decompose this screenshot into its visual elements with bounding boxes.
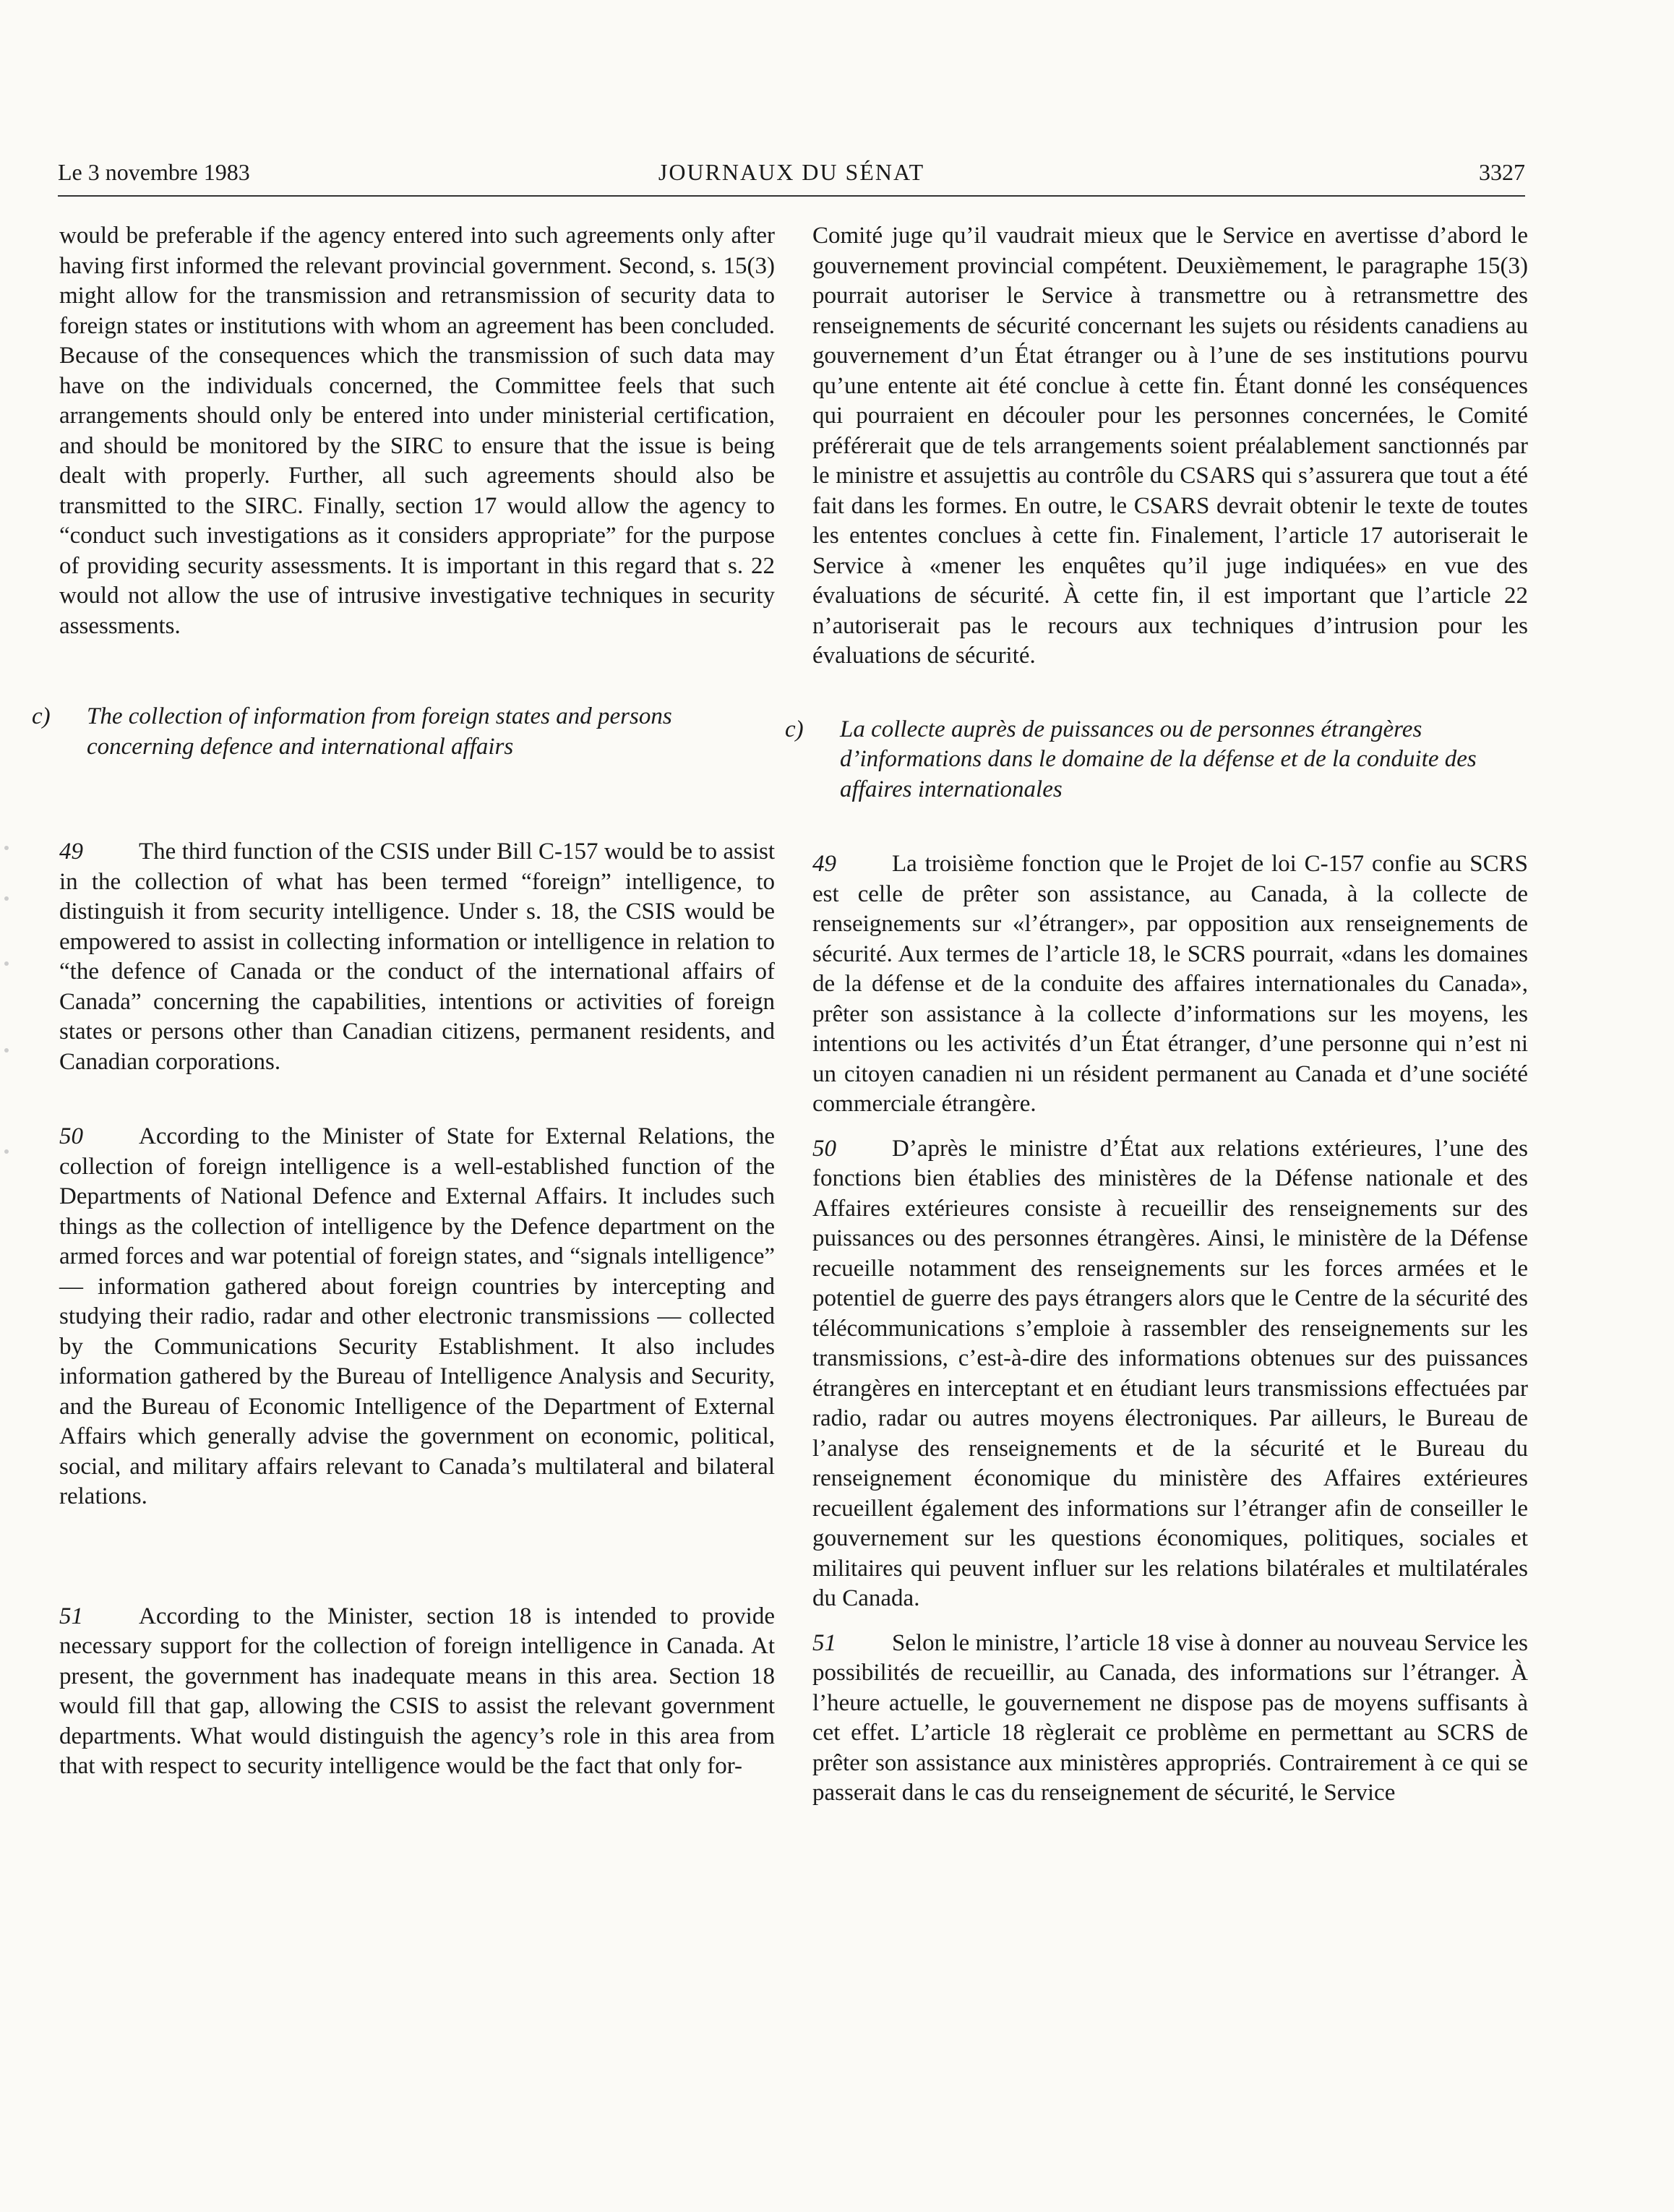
english-subheading-text: The collection of information from foreign states and persons concerning defence and international affairs bbox=[87, 703, 672, 760]
english-paragraph-49-number: 49 bbox=[59, 839, 83, 865]
english-subheading bbox=[32, 702, 775, 762]
french-paragraph-50-number: 50 bbox=[812, 1135, 836, 1162]
french-paragraph-51-number: 51 bbox=[812, 1629, 836, 1656]
french-paragraph-50-text: D’après le ministre d’État aux relations extérieures, l’une des fonctions bien établies des ministères de la Défense nationale et des Affaires extérieures consiste à recueillir des renseignements sur des puissances ou des personnes étrangères. Ainsi, le ministère de la Défense recueille notamment des renseignements sur les forces armées et le potentiel de guerre des pays étrangers alors que le Centre de la sécurité des télécommunications s’emploie à rassembler des renseignements sur les transmissions, c’est-à-dire des informations obtenues sur des puissances étrangères en interceptant et en étudiant leurs transmissions effectuées par radio, radar ou autres moyens électroniques. Par ailleurs, le Bureau de l’analyse des renseignements et de la sécurité et le Bureau du renseignement économique du ministère des Affaires extérieures recueillent également des informations sur l’étranger afin de conseiller le gouvernement sur les questions économiques, politiques, sociales et militaires qui peuvent influer sur les relations bilatérales et multilatérales du Canada. bbox=[812, 1135, 1528, 1611]
french-subheading-text: La collecte auprès de puissances ou de personnes étrangères d’informations dans le domaine de la défense et de la conduite des affaires internationales bbox=[840, 716, 1477, 802]
english-subheading-letter: c) bbox=[32, 703, 51, 729]
english-intro-paragraph: would be preferable if the agency entered into such agreements only after having first informed the relevant provincial government. Second, s. 15(3) might allow for the transmission and retransmission of security data to foreign states or institutions with whom an agreement has been concluded. Because of the consequences which the transmission of such data may have on the individuals concerned, the Committee feels that such arrangements should only be entered into under ministerial certification, and should be monitored by the SIRC to ensure that the issue is being dealt with properly. Further, all such agreements should also be transmitted to the SIRC. Finally, section 17 would allow the agency to “conduct such investigations as it considers appropriate” for the purpose of providing security assessments. It is important in this regard that s. 22 would not allow the use of intrusive investigative techniques in security assessments. bbox=[59, 223, 775, 639]
header-title: JOURNAUX DU SÉNAT bbox=[658, 159, 925, 185]
french-paragraph-49-text: La troisième fonction que le Projet de loi C-157 confie au SCRS est celle de prêter son assistance, au Canada, à la collecte de renseignements sur «l’étranger», par opposition aux renseignements de sécurité. Aux termes de l’article 18, le SCRS pourrait, «dans les domaines de la défense et de la conduite des affaires internationales du Canada», prêter son assistance à la collecte d’informations sur les moyens, les intentions ou les activités d’un État étranger, d’une personne qui n’est ni un citoyen canadien ni un résident permanent au Canada et d’une société commerciale étrangère. bbox=[812, 851, 1528, 1117]
header-page-number: 3327 bbox=[1479, 159, 1525, 185]
english-paragraph-49-text: The third function of the CSIS under Bill C-157 would be to assist in the collection of what has been termed “foreign” intelligence, to distinguish it from security intelligence. Under s. 18, the CSIS would be empowered to assist in collecting information or intelligence in relation to “the defence of Canada or the conduct of the international affairs of Canada” concerning the capabilities, intentions or activities of foreign states or persons other than Canadian citizens, permanent residents, and Canadian corporations. bbox=[59, 839, 775, 1075]
french-column bbox=[785, 221, 1528, 1809]
english-paragraph-51-text: According to the Minister, section 18 is intended to provide necessary support for the collection of foreign intelligence in Canada. At present, the government has inadequate means in this area. Section 18 would fill that gap, allowing the CSIS to assist the relevant government departments. What would distinguish the agency’s role in this area from that with respect to security intelligence would be the fact that only for- bbox=[59, 1603, 775, 1779]
scan-mark bbox=[4, 961, 9, 966]
french-paragraph-49-number: 49 bbox=[812, 851, 836, 877]
english-paragraph-51-number: 51 bbox=[59, 1603, 83, 1629]
french-paragraph-49 bbox=[812, 849, 1528, 1120]
scan-mark bbox=[4, 1048, 9, 1053]
french-subheading bbox=[785, 715, 1528, 805]
french-paragraph-51-text: Selon le ministre, l’article 18 vise à donner au nouveau Service les possibilités de recueillir, au Canada, des informations sur l’étranger. À l’heure actuelle, le gouvernement ne dispose pas de moyens suffisants à cet effet. L’article 18 règlerait ce problème en permettant au SCRS de prêter son assistance aux ministères appropriés. Contrairement à ce qui se passerait dans le cas du renseignement de sécurité, le Service bbox=[812, 1629, 1528, 1806]
french-paragraph-50 bbox=[812, 1134, 1528, 1614]
french-subheading-letter: c) bbox=[785, 716, 804, 742]
page-header bbox=[58, 155, 1525, 197]
english-paragraph-50-number: 50 bbox=[59, 1123, 83, 1149]
english-column bbox=[32, 221, 775, 1782]
french-intro-paragraph: Comité juge qu’il vaudrait mieux que le Service en avertisse d’abord le gouvernement provincial compétent. Deuxièmement, le paragraphe 15(3) pourrait autoriser le Service à transmettre ou à retransmettre des renseignements de sécurité concernant les sujets ou résidents canadiens au gouvernement d’un État étranger ou à l’une de ses institutions pourvu qu’une entente ait été conclue à cette fin. Étant donné les conséquences qui pourraient en découler pour les personnes concernées, le Comité préférerait que de tels arrangements soient préalablement sanctionnés par le ministre et assujettis au contrôle du CSARS qui s’assurera que tout a été fait dans les formes. En outre, le CSARS devrait obtenir le texte de toutes les ententes conclues à cette fin. Finalement, l’article 17 autoriserait le Service à «mener les enquêtes qu’il juge indiquées» en vue des évaluations de sécurité. À cette fin, il est important que l’article 22 n’autoriserait pas le recours aux techniques d’intrusion pour les évaluations de sécurité. bbox=[812, 223, 1528, 669]
english-paragraph-49 bbox=[59, 837, 775, 1077]
scan-mark bbox=[4, 1149, 9, 1154]
scan-mark bbox=[4, 896, 9, 901]
english-paragraph-50-text: According to the Minister of State for External Relations, the collection of foreign intelligence is a well-established function of the Departments of National Defence and External Affairs. It includes such things as the collection of intelligence by the Defence department on the armed forces and war potential of foreign states, and “signals intelligence” — information gathered about foreign countries by intercepting and studying their radio, radar and other electronic transmissions — collected by the Communications Security Establishment. It also includes information gathered by the Bureau of Intelligence Analysis and Security, and the Bureau of Economic Intelligence of the Department of External Affairs which generally advise the government on economic, political, social, and military affairs relevant to Canada’s multilateral and bilateral relations. bbox=[59, 1123, 775, 1509]
header-date: Le 3 novembre 1983 bbox=[58, 159, 250, 185]
scan-mark bbox=[4, 846, 9, 850]
english-paragraph-51 bbox=[59, 1602, 775, 1782]
english-paragraph-50 bbox=[59, 1122, 775, 1512]
french-paragraph-51 bbox=[812, 1629, 1528, 1809]
